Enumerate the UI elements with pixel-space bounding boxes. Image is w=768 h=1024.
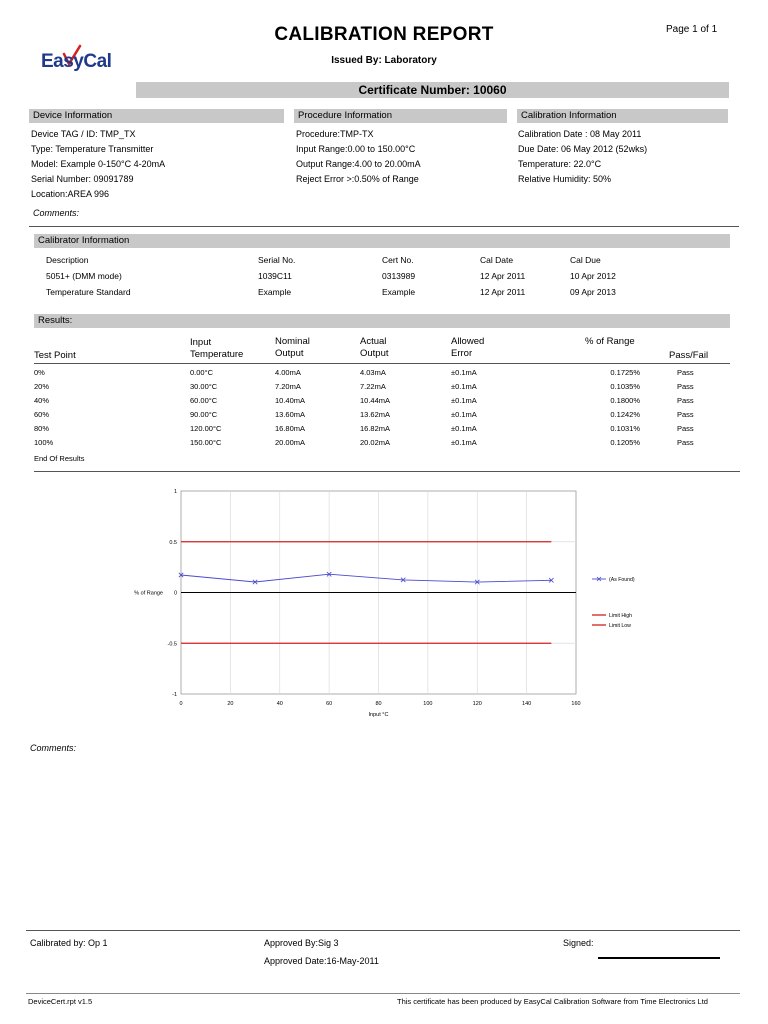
- signed-label: Signed:: [563, 938, 594, 948]
- results-cell: ±0.1mA: [451, 368, 477, 377]
- results-cell: Pass: [677, 410, 694, 419]
- easycal-logo: [38, 44, 122, 80]
- calibrator-cell: Temperature Standard: [46, 287, 131, 297]
- results-cell: 16.80mA: [275, 424, 306, 433]
- x-tick-label: 20: [227, 701, 234, 707]
- results-cell: 20.00mA: [275, 438, 306, 447]
- results-cell: Pass: [677, 396, 694, 405]
- x-tick-label: 120: [472, 701, 482, 707]
- procedure-reject-error: Reject Error >:0.50% of Range: [296, 174, 419, 184]
- legend-label: Limit Low: [609, 623, 631, 629]
- calibrator-cell: Example: [258, 287, 292, 297]
- results-cell: 60%: [34, 410, 50, 419]
- y-tick-label: -0.5: [167, 641, 177, 648]
- results-cell: 0.1800%: [610, 396, 640, 405]
- calibrator-cell: Example: [382, 287, 416, 297]
- calibrator-cell: 12 Apr 2011: [480, 287, 526, 297]
- results-cell: ±0.1mA: [451, 382, 477, 391]
- results-col-allowed-line1: Allowed: [451, 336, 485, 347]
- results-cell: 16.82mA: [360, 424, 391, 433]
- x-tick-label: 160: [571, 701, 581, 707]
- results-cell: Pass: [677, 424, 694, 433]
- results-cell: 0.00°C: [190, 368, 214, 377]
- chart-svg: [130, 484, 635, 724]
- results-cell: 4.00mA: [275, 368, 301, 377]
- results-col-nominal-line1: Nominal: [275, 336, 310, 347]
- results-header: [34, 314, 730, 328]
- y-tick-label: -1: [172, 692, 177, 698]
- divider: [34, 471, 740, 472]
- end-of-results: End Of Results: [34, 454, 85, 463]
- produced-by: This certificate has been produced by EasyCal Calibration Software from Time Electronics Ltd: [397, 997, 708, 1006]
- results-cell: 13.60mA: [275, 410, 306, 419]
- results-col-percent-range: % of Range: [585, 336, 635, 347]
- approved-date: Approved Date:16-May-2011: [264, 956, 379, 966]
- comments-label-2: Comments:: [30, 743, 77, 753]
- results-cell: 7.22mA: [360, 382, 386, 391]
- calibrator-col-description: Description: [46, 255, 89, 265]
- results-col-input-line1: Input: [190, 337, 212, 348]
- issued-by: Issued By: Laboratory: [331, 55, 437, 66]
- calibrator-info-title: Calibrator Information: [38, 235, 130, 246]
- procedure-name: Procedure:TMP-TX: [296, 129, 374, 139]
- results-cell: 20.02mA: [360, 438, 391, 447]
- y-tick-label: 0.5: [169, 539, 177, 546]
- results-cell: 30.00°C: [190, 382, 218, 391]
- calibrated-by: Calibrated by: Op 1: [30, 938, 108, 948]
- approved-by: Approved By:Sig 3: [264, 938, 339, 948]
- procedure-input-range: Input Range:0.00 to 150.00°C: [296, 144, 416, 154]
- results-col-actual-line2: Output: [360, 348, 389, 359]
- legend-label: Limit High: [609, 613, 633, 619]
- results-cell: 4.03mA: [360, 368, 386, 377]
- device-location: Location:AREA 996: [31, 189, 110, 199]
- results-cell: 0%: [34, 368, 45, 377]
- results-cell: 60.00°C: [190, 396, 218, 405]
- procedure-info: [296, 127, 421, 187]
- calibrator-info-header: [34, 234, 730, 248]
- divider: [29, 226, 739, 227]
- logo-text: [41, 51, 111, 73]
- calibration-date: Calibration Date : 08 May 2011: [518, 129, 642, 139]
- x-tick-label: 60: [326, 701, 333, 707]
- device-serial: Serial Number: 09091789: [31, 174, 134, 184]
- results-cell: 150.00°C: [190, 438, 222, 447]
- results-col-input: [190, 337, 243, 361]
- results-cell: 0.1035%: [610, 382, 640, 391]
- calibrator-col-serial: Serial No.: [258, 255, 296, 265]
- comments-label: Comments:: [33, 208, 80, 218]
- results-col-actual: [360, 336, 389, 360]
- calibrator-cell: 1039C11: [258, 271, 292, 281]
- results-cell: 7.20mA: [275, 382, 301, 391]
- results-cell: 90.00°C: [190, 410, 218, 419]
- footer-bottom-divider: [26, 993, 740, 994]
- device-info-header: [29, 109, 284, 123]
- certificate-number: Certificate Number: 10060: [358, 83, 507, 97]
- procedure-info-title: Procedure Information: [298, 110, 392, 121]
- calibration-humidity: Relative Humidity: 50%: [518, 174, 612, 184]
- results-title: Results:: [38, 315, 73, 326]
- results-cell: 0.1031%: [610, 424, 640, 433]
- page-number: Page 1 of 1: [666, 24, 718, 35]
- calibration-info: [518, 127, 647, 187]
- results-cell: 13.62mA: [360, 410, 391, 419]
- calibrator-col-cal-date: Cal Date: [480, 255, 514, 265]
- results-cell: ±0.1mA: [451, 438, 477, 447]
- calibration-temperature: Temperature: 22.0°C: [518, 159, 602, 169]
- results-col-actual-line1: Actual: [360, 336, 387, 347]
- results-cell: 0.1205%: [610, 438, 640, 447]
- x-tick-label: 40: [276, 701, 283, 707]
- template-version: DeviceCert.rpt v1.5: [28, 997, 93, 1006]
- calibration-info-title: Calibration Information: [521, 110, 617, 121]
- results-col-pass-fail: Pass/Fail: [669, 350, 709, 361]
- calibrator-cell: 10 Apr 2012: [570, 271, 616, 281]
- x-tick-label: 0: [179, 701, 183, 707]
- legend-label: (As Found): [609, 577, 635, 583]
- signature-line: [598, 957, 720, 959]
- report-title: CALIBRATION REPORT: [274, 24, 494, 45]
- logo-text-cal: Cal: [83, 51, 112, 72]
- results-cell: 10.44mA: [360, 396, 391, 405]
- device-info: [31, 127, 165, 202]
- calibration-info-header: [517, 109, 728, 123]
- results-col-test-point: Test Point: [34, 350, 76, 361]
- x-tick-label: 80: [375, 701, 382, 707]
- y-tick-label: 0: [173, 590, 177, 597]
- results-cell: 0.1242%: [610, 410, 640, 419]
- results-chart: [130, 484, 635, 724]
- results-col-allowed-line2: Error: [451, 348, 473, 359]
- calibrator-cell: 5051+ (DMM mode): [46, 271, 122, 281]
- device-model: Model: Example 0-150°C 4-20mA: [31, 159, 166, 169]
- results-cell: 20%: [34, 382, 50, 391]
- results-cell: Pass: [677, 382, 694, 391]
- device-info-title: Device Information: [33, 110, 113, 121]
- procedure-info-header: [294, 109, 507, 123]
- results-cell: Pass: [677, 438, 694, 447]
- results-cell: 40%: [34, 396, 50, 405]
- series-line: [181, 574, 551, 582]
- results-col-nominal: [275, 336, 310, 360]
- procedure-output-range: Output Range:4.00 to 20.00mA: [296, 159, 421, 169]
- calibration-due-date: Due Date: 06 May 2012 (52wks): [518, 144, 648, 154]
- calibrator-col-cal-due: Cal Due: [570, 255, 601, 265]
- results-cell: ±0.1mA: [451, 410, 477, 419]
- results-cell: 10.40mA: [275, 396, 306, 405]
- calibrator-cell: 0313989: [382, 271, 416, 281]
- footer-divider: [26, 930, 740, 931]
- x-tick-label: 140: [522, 701, 532, 707]
- results-cell: 120.00°C: [190, 424, 222, 433]
- results-cell: Pass: [677, 368, 694, 377]
- results-col-allowed: [451, 336, 484, 360]
- results-header-rule: [34, 363, 730, 364]
- x-tick-label: 100: [423, 701, 433, 707]
- y-tick-label: 1: [173, 489, 177, 495]
- calibrator-col-cert: Cert No.: [382, 255, 414, 265]
- device-type: Type: Temperature Transmitter: [31, 144, 154, 154]
- calibrator-cell: 09 Apr 2013: [570, 287, 616, 297]
- device-tag: Device TAG / ID: TMP_TX: [31, 129, 136, 139]
- results-cell: ±0.1mA: [451, 396, 477, 405]
- calibrator-cell: 12 Apr 2011: [480, 271, 526, 281]
- logo-text-easy: Easy: [41, 51, 84, 72]
- results-col-nominal-line2: Output: [275, 348, 304, 359]
- results-col-input-line2: Temperature: [190, 349, 244, 360]
- results-cell: 0.1725%: [610, 368, 640, 377]
- results-cell: 80%: [34, 424, 50, 433]
- y-axis-label: % of Range: [134, 590, 163, 597]
- x-axis-label: Input °C: [368, 712, 389, 718]
- results-cell: 100%: [34, 438, 54, 447]
- results-cell: ±0.1mA: [451, 424, 477, 433]
